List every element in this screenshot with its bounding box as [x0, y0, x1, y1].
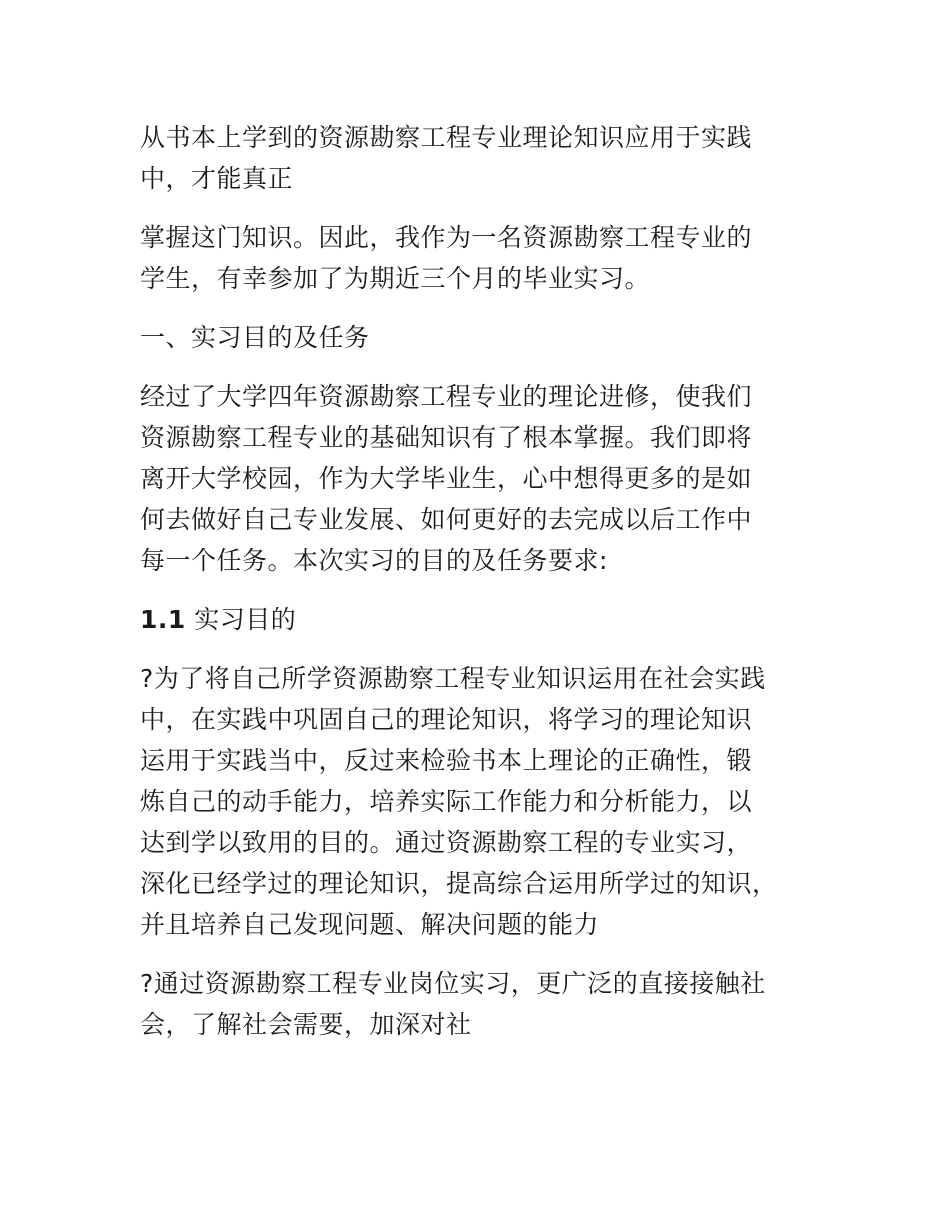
paragraph-4	[140, 658, 820, 945]
text-line: ?为了将自己所学资源勘察工程专业知识运用在社会实践	[140, 664, 766, 693]
text-line: 中，在实践中巩固自己的理论知识，将学习的理论知识	[140, 705, 753, 734]
paragraph-1	[140, 117, 820, 199]
subheading-text: 实习目的	[194, 605, 297, 634]
text-line: 每一个任务。本次实习的目的及任务要求:	[140, 546, 608, 575]
text-line: 运用于实践当中，反过来检验书本上理论的正确性，锻	[140, 746, 753, 775]
text-line: 深化已经学过的理论知识，提高综合运用所学过的知识，	[140, 869, 778, 898]
text-line: 会，了解社会需要，加深对社	[140, 1010, 472, 1039]
subheading-number: 1.1	[140, 605, 186, 634]
subheading	[140, 599, 820, 640]
text-line: 何去做好自己专业发展、如何更好的去完成以后工作中	[140, 505, 753, 534]
text-line: 离开大学校园，作为大学毕业生，心中想得更多的是如	[140, 464, 753, 493]
text-line: 掌握这门知识。因此，我作为一名资源勘察工程专业的	[140, 223, 753, 252]
text-line: 并且培养自己发现问题、解决问题的能力	[140, 910, 600, 939]
text-line: 炼自己的动手能力，培养实际工作能力和分析能力，以	[140, 787, 753, 816]
section-heading-text: 一、实习目的及任务	[140, 323, 370, 352]
paragraph-5	[140, 963, 820, 1045]
text-line: ?通过资源勘察工程专业岗位实习，更广泛的直接接触社	[140, 969, 766, 998]
paragraph-2	[140, 217, 820, 299]
text-line: 经过了大学四年资源勘察工程专业的理论进修，使我们	[140, 382, 753, 411]
document-body	[140, 117, 820, 1063]
text-line: 从书本上学到的资源勘察工程专业理论知识应用于实践	[140, 123, 753, 152]
paragraph-3	[140, 376, 820, 581]
text-line: 中，才能真正	[140, 164, 294, 193]
text-line: 学生，有幸参加了为期近三个月的毕业实习。	[140, 264, 651, 293]
text-line: 达到学以致用的目的。通过资源勘察工程的专业实习，	[140, 828, 753, 857]
section-heading	[140, 317, 820, 358]
text-line: 资源勘察工程专业的基础知识有了根本掌握。我们即将	[140, 423, 753, 452]
